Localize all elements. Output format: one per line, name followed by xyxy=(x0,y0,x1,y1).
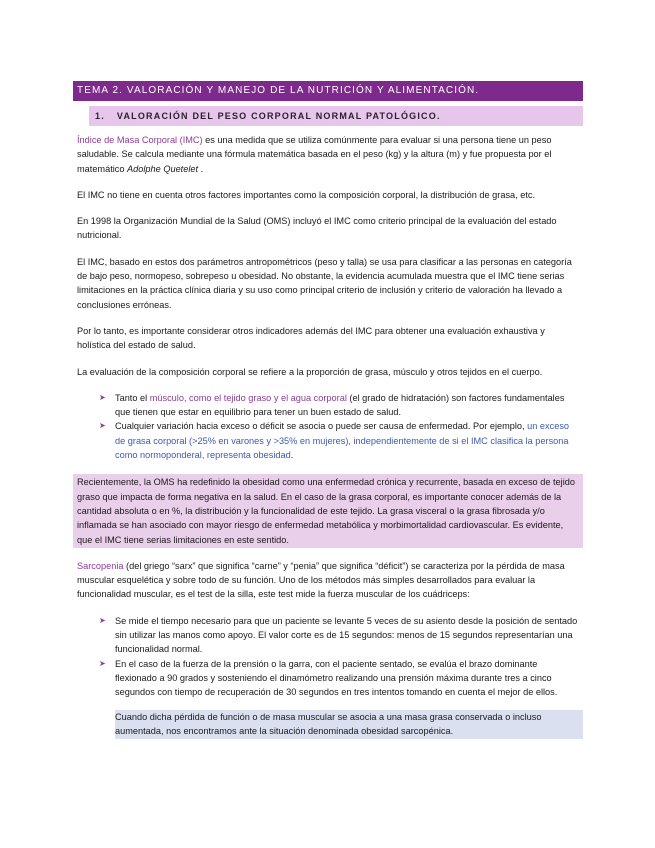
sarcopenia-tests-list xyxy=(73,614,583,700)
list-item xyxy=(73,391,583,420)
note-text: Recientemente, la OMS ha redefinido la obesidad como una enfermedad crónica y recurrente, basada en exceso de tejido graso que impacta de forma negativa en la salud. En el caso de la grasa corporal, es importante conocer además de la cantidad absoluta o en %, la distribución y la funcionalidad de este tejido. La grasa visceral o la grasa fibrosada y/o inflamada se han asociado con mayor riesgo de enfermedad metabólica y morbimortalidad cardiovascular. Es evidente, que el IMC tiene serias limitaciones en este sentido. xyxy=(77,477,575,545)
paragraph-imc-classification: El IMC, basado en estos dos parámetros antropométricos (peso y talla) se usa para clasificar a las personas en categoría de bajo peso, normopeso, sobrepeso u obesidad. No obstante, la evidencia acumulada muestra que el IMC tiene serias limitaciones en la práctica clínica diaria y su uso como principal criterio de inclusión y criterio de valoración ha llevado a conclusiones erróneas. xyxy=(77,256,572,310)
topic-banner: TEMA 2. VALORACIÓN Y MANEJO DE LA NUTRICIÓN Y ALIMENTACIÓN. xyxy=(73,81,583,101)
paragraph-other-indicators: Por lo tanto, es importante considerar otros indicadores además del IMC para obtener una evaluación exhaustiva y holística del estado de salud. xyxy=(77,325,545,351)
term-imc: Índice de Masa Corporal (IMC) xyxy=(77,135,203,145)
sarcopenic-obesity-note xyxy=(115,710,583,740)
list-text: Tanto el xyxy=(115,392,150,403)
section-heading xyxy=(89,106,583,126)
paragraph-text: es una medida que se utiliza comúnmente para evaluar si una persona tiene un peso saludable. Se calcula mediante una fórmula matemática basada en el peso (kg) y la altura (m) y fue propuesta por el matemático xyxy=(77,135,552,174)
section-number: 1. xyxy=(95,111,105,121)
list-text: Se mide el tiempo necesario para que un paciente se levante 5 veces de su asiento desde la posición de sentado sin utilizar las manos como apoyo. El valor corte es de 15 segundos: menos de 15 segundos representarían una funcionalidad normal. xyxy=(115,615,578,655)
highlight-text: un exceso de grasa corporal (>25% en varones y >35% en mujeres), independientemente de si el IMC clasifica la persona como normoponderal, representa obesidad xyxy=(115,421,570,461)
paragraph-end: . xyxy=(198,163,204,174)
highlight-text: músculo, como el tejido graso y el agua corporal xyxy=(149,392,347,403)
list-text: En el caso de la fuerza de la prensión o la garra, con el paciente sentado, se evalúa el brazo dominante flexionado a 90 grados y sosteniendo el dinamómetro realizando una prensión máxima durante tres a cinco segundos con tiempo de recuperación de 30 segundos en tres intentos tomando en cuenta el mejor de ellos. xyxy=(115,658,558,698)
list-item xyxy=(73,614,583,657)
triangle-right-icon: ➤ xyxy=(99,615,106,625)
paragraph-body-composition: La evaluación de la composición corporal se refiere a la proporción de grasa, músculo y otros tejidos en el cuerpo. xyxy=(77,366,543,377)
section-title: VALORACIÓN DEL PESO CORPORAL NORMAL PATOLÓGICO. xyxy=(116,111,441,121)
list-item xyxy=(73,657,583,700)
paragraph-imc-limits: El IMC no tiene en cuenta otros factores importantes como la composición corporal, la distribución de grasa, etc. xyxy=(77,189,536,200)
paragraph-sarcopenia xyxy=(73,559,583,602)
paragraph-text: (del griego “sarx” que significa “carne” y “penia” que significa “déficit”) se caracteriza por la pérdida de masa muscular esquelética y sobre todo de su función. Uno de los métodos más simples desarrollados para evaluar la funcionalidad muscular, es el test de la silla, este test mide la fuerza muscular de los cuádriceps: xyxy=(77,560,565,600)
note-text: Cuando dicha pérdida de función o de masa muscular se asocia a una masa grasa conservada o incluso aumentada, nos encontramos ante la situación denominada obesidad sarcopénica. xyxy=(115,711,542,736)
paragraph-imc-definition xyxy=(73,133,583,176)
term-sarcopenia: Sarcopenia xyxy=(77,560,124,571)
paragraph-oms-1998: En 1998 la Organización Mundial de la Salud (OMS) incluyó el IMC como criterio principal de la evaluación del estado nutricional. xyxy=(77,216,557,241)
triangle-right-icon: ➤ xyxy=(99,658,106,668)
triangle-right-icon: ➤ xyxy=(99,392,106,402)
triangle-right-icon: ➤ xyxy=(99,421,106,431)
list-text: (el grado de hidratación) son factores fundamentales que tienen que estar en equilibrio para tener un buen estado de salud. xyxy=(115,392,565,418)
oms-obesity-note xyxy=(73,474,583,547)
list-item xyxy=(73,419,583,462)
list-text: Cualquier variación hacia exceso o déficit se asocia o puede ser causa de enfermedad. Por ejemplo, xyxy=(115,421,528,432)
document-page xyxy=(73,81,583,739)
person-name: Adolphe Quetelet xyxy=(127,163,199,174)
list-text: . xyxy=(290,450,294,461)
body-composition-list xyxy=(73,391,583,462)
